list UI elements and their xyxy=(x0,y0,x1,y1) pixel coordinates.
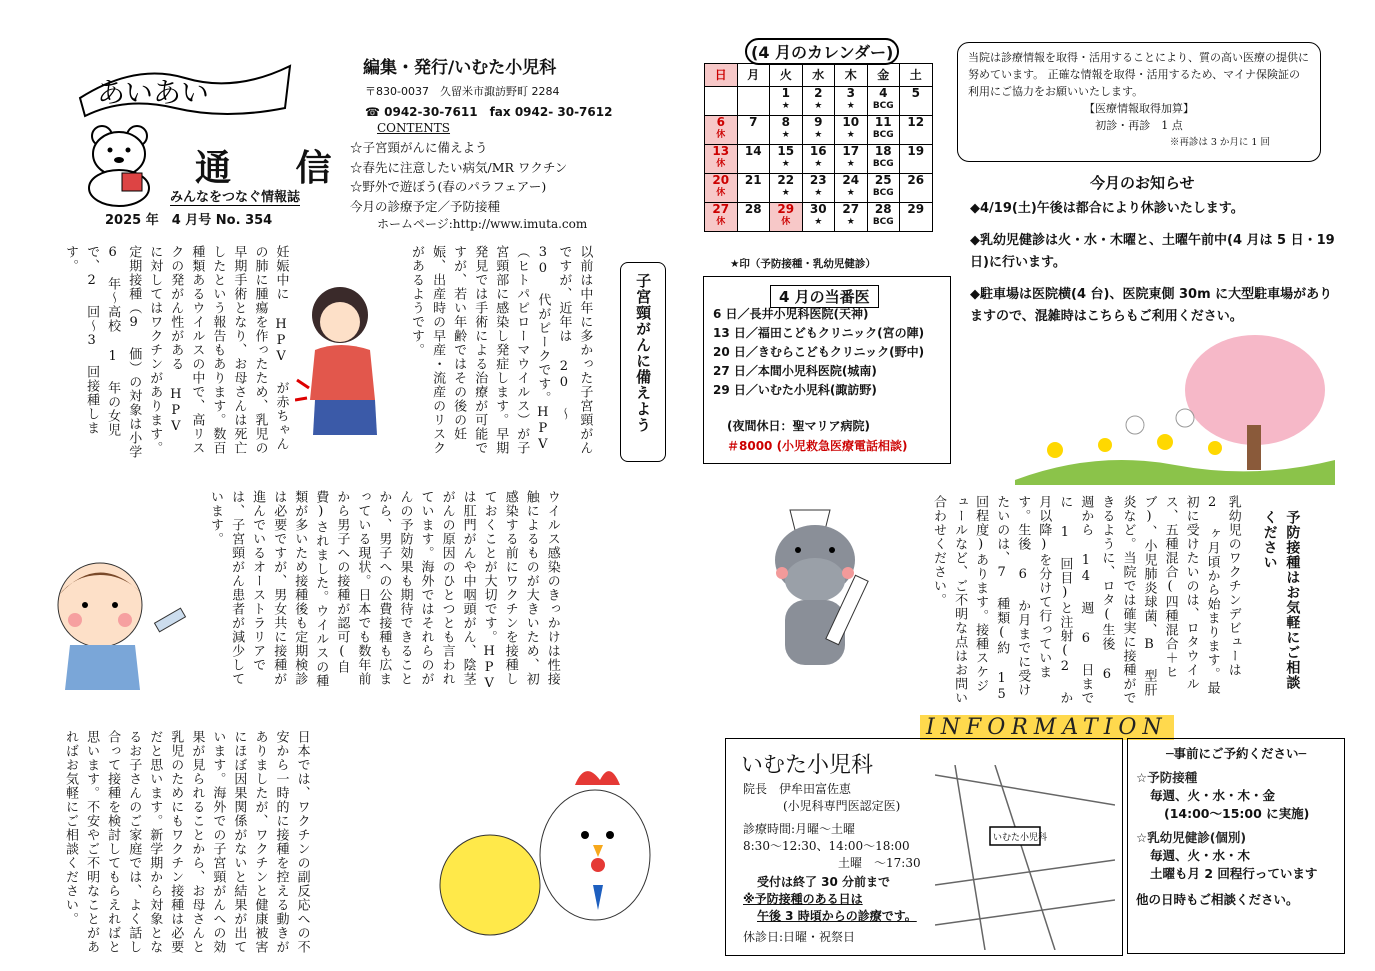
fee-title: 【医療情報取得加算】 xyxy=(1084,102,1194,115)
calendar-day-number: 4 BCG xyxy=(872,86,894,111)
calendar-day-number: 15 ★ xyxy=(777,144,795,169)
calendar-day-number: 9 ★ xyxy=(814,115,823,140)
notice-item: ◆駐車場は医院横(4 台)、医院東側 30m に大型駐車場がありますので、混雑時はこちらもご利用ください。 xyxy=(970,287,1333,324)
calendar-day-cell xyxy=(900,87,933,116)
calendar-day-cell xyxy=(705,116,738,145)
calendar-day-number: 29 xyxy=(907,202,925,216)
weekday-mon: 月 xyxy=(737,64,770,87)
calendar-day-cell xyxy=(770,174,803,203)
calendar-day-cell xyxy=(835,87,868,116)
calendar-day-cell xyxy=(867,87,900,116)
calendar-day-number: 29 休 xyxy=(777,202,795,227)
hours-note-1: 受付は終了 30 分前まで xyxy=(757,875,891,889)
closed-days: 休診日:日曜・祝祭日 xyxy=(743,930,856,944)
hours-note-2: ※予防接種のある日は xyxy=(743,892,863,906)
calendar-day-number: 1 ★ xyxy=(781,86,790,111)
calendar-day-cell xyxy=(705,145,738,174)
calendar-day-number: 28 xyxy=(744,202,762,216)
logo-banner xyxy=(75,58,295,118)
calendar-day-number: 18 BCG xyxy=(872,144,894,169)
issue-number: 2025 年 4 月号 No. 354 xyxy=(105,213,273,228)
my-number-info-box xyxy=(957,42,1321,162)
calendar-day-cell xyxy=(900,145,933,174)
calendar-day-cell xyxy=(867,174,900,203)
appointment-checkup: ☆乳幼児健診(個別) xyxy=(1136,830,1247,845)
weekday-fri: 金 xyxy=(867,64,900,87)
calendar-note: ★印（予防接種・乳幼児健診） xyxy=(730,258,876,270)
hours-weekday: 8:30～12:30、14:00～18:00 xyxy=(743,839,910,853)
calendar-day-number: 11 BCG xyxy=(872,115,894,140)
calendar-day-number: 13 休 xyxy=(712,144,730,169)
notices-list xyxy=(970,198,1345,338)
phone-fax: ☎ 0942-30-7611 fax 0942- 30-7612 xyxy=(365,105,613,119)
newsletter-title: 通 信 xyxy=(195,147,358,189)
contents-item: ☆春先に注意したい病気/MR ワクチン xyxy=(350,159,568,175)
contents-item: 今月の診療予定／予防接種 xyxy=(350,198,501,214)
calendar-week-row xyxy=(705,145,933,174)
appointment-checkup-sat: 土曜も月 2 回程行っています xyxy=(1150,866,1318,881)
calendar-day-cell xyxy=(802,174,835,203)
calendar-week-row xyxy=(705,203,933,232)
calendar-day-number: 21 xyxy=(744,173,762,187)
duty-item: 6 日／長井小児科医院(天神) xyxy=(713,307,869,321)
weekday-sat: 土 xyxy=(900,64,933,87)
fee: 初診・再診 1 点 xyxy=(1095,119,1183,132)
clinic-name: いむた小児科 xyxy=(741,753,874,778)
calendar-week-row xyxy=(705,87,933,116)
duty-list xyxy=(713,305,924,400)
calendar-day-number: 14 xyxy=(744,144,762,158)
calendar-day-number: 27 ★ xyxy=(842,202,860,227)
director-credential: (小児科専門医認定医) xyxy=(783,799,901,813)
calendar-day-number: 2 ★ xyxy=(814,86,823,111)
vaccine-paragraph: 乳幼児のワクチンデビューは 2 ヶ月頃から始まります。最初に受けたいのは、ロタウイルス、五種混合(四種混合＋ヒブ)、小児肺炎球菌、B 型肝炎など。当院では確実に接種ができるように、ロタ(生後 6 週から 14 週 6 日までに 1 回目)と注射(2 か月以降)を分けて行っています。生後 6 か月までに受けたいのは、7 種類(約 15 回程度)あります。接種スケジュールなど、ご不明な点はお問い合わせください。 xyxy=(931,495,1241,705)
calendar-day-cell xyxy=(770,116,803,145)
emergency-phone: ＃8000 (小児救急医療電話相談) xyxy=(727,439,908,453)
calendar-day-cell xyxy=(900,203,933,232)
calendar-day-number: 27 休 xyxy=(712,202,730,227)
calendar-day-number: 8 ★ xyxy=(781,115,790,140)
notice-item: ◆4/19(土)午後は都合により休診いたします。 xyxy=(970,201,1244,216)
calendar-day-cell xyxy=(802,87,835,116)
duty-item: 13 日／福田こどもクリニック(宮の陣) xyxy=(713,326,925,340)
appointment-box xyxy=(1127,738,1345,954)
calendar-day-number: 5 xyxy=(911,86,920,100)
duty-item: 20 日／きむらこどもクリニック(野中) xyxy=(713,345,925,359)
calendar-day-cell xyxy=(737,174,770,203)
appointment-title: ─事前にご予約ください─ xyxy=(1165,746,1307,761)
notices-title: 今月のお知らせ xyxy=(1090,174,1195,192)
calendar-day-number: 7 xyxy=(749,115,758,129)
weekday-wed: 水 xyxy=(802,64,835,87)
article-title-text: 子宮頸がんに備えよう xyxy=(634,273,653,433)
calendar-day-cell xyxy=(835,203,868,232)
calendar-day-cell xyxy=(802,116,835,145)
calendar-body xyxy=(705,87,933,232)
article-paragraph: 以前は中年に多かった子宮頸がんですが、近年は 20 ～ 30 代がピークです。HPV（ヒトパピローマウイルス）が子宮頸部に感染し発症します。早期発見では手術による治療が可能ですが、若い年齢ではその後の妊娠、出産時の早産・流産のリスクがあるようです。 xyxy=(409,245,593,455)
calendar-day-number: 25 BCG xyxy=(872,173,894,198)
article-paragraph: ウイルス感染のきっかけは性接触によるものが大きいため、初感染する前にワクチンを接種しておくことが大切です。HPV は肛門がんや中咽頭がん、陰茎がんの原因のひとつとも言われています。海外ではそれらのがんの予防効果も期待できることから、男子への公費接種も広まっている現状。日本でも数年前から男子への接種が認可(自費)されました。ウイルスの種類が多いため接種後も定期検診は必要ですが、男女共に接種が進んでいるオーストラリアでは、子宮頸がん患者が減少しています。 xyxy=(208,490,560,692)
calendar-day-cell xyxy=(802,203,835,232)
calendar-day-cell xyxy=(900,174,933,203)
calendar-day-number: 12 xyxy=(907,115,925,129)
calendar-day-number: 30 ★ xyxy=(809,202,827,227)
calendar-day-cell xyxy=(770,203,803,232)
calendar-day-cell xyxy=(867,116,900,145)
calendar-day-number: 22 ★ xyxy=(777,173,795,198)
appointment-checkup-days: 毎週、火・水・木 xyxy=(1150,848,1251,863)
calendar-day-number: 24 ★ xyxy=(842,173,860,198)
night-holiday: (夜間休日：聖マリア病院) xyxy=(727,419,870,433)
calendar-day-number: 19 xyxy=(907,144,925,158)
calendar-day-number: 3 ★ xyxy=(846,86,855,111)
calendar-title: (4 月のカレンダー) xyxy=(745,38,899,65)
calendar-day-cell xyxy=(705,203,738,232)
calendar-day-cell xyxy=(835,174,868,203)
april-calendar xyxy=(704,63,933,232)
map-clinic-label: いむた小児科 xyxy=(993,833,1048,843)
duty-title: 4 月の当番医 xyxy=(770,285,879,308)
calendar-day-cell xyxy=(900,116,933,145)
pregnant-woman-illustration xyxy=(295,280,395,445)
child-vaccine-illustration xyxy=(45,545,195,695)
calendar-day-number: 10 ★ xyxy=(842,115,860,140)
calendar-day-number: 17 ★ xyxy=(842,144,860,169)
logo-text: あいあい xyxy=(97,76,210,109)
calendar-day-number: 28 BCG xyxy=(872,202,894,227)
calendar-day-cell xyxy=(705,87,738,116)
calendar-day-cell xyxy=(867,145,900,174)
cherry-tree-illustration xyxy=(1015,330,1335,485)
clinic-hours xyxy=(743,821,921,872)
calendar-day-cell xyxy=(737,203,770,232)
contents-item: ☆野外で遊ぼう(春のパラフェアー) xyxy=(350,179,547,194)
hours-saturday: 土曜 ～17:30 xyxy=(838,856,921,870)
calendar-day-cell xyxy=(705,174,738,203)
calendar-day-number: 20 休 xyxy=(712,173,730,198)
calendar-day-number: 26 xyxy=(907,173,925,187)
duty-item: 29 日／いむた小児科(諏訪野) xyxy=(713,383,877,397)
appointment-footer: 他の日時もご相談ください。 xyxy=(1136,892,1299,907)
clinic-director xyxy=(743,781,900,815)
calendar-week-row xyxy=(705,116,933,145)
notice-item: ◆乳幼児健診は火・水・木曜と、土曜午前中(4 月は 5 日・19 日)に行います。 xyxy=(970,233,1335,270)
appointment-vaccine: ☆予防接種 xyxy=(1136,770,1198,785)
article-paragraph: 妊娠中に HPV が赤ちゃんの肺に腫瘍を作ったため、乳児の早期手術となり、お母さんは死亡したという報告もあります。数百種類あるウイルスの中で、高リスクの発がん性がある HPV に対してはワクチンがあります。定期接種（9 価）の対象は小学 6 年～高校 1 年の女児で、2 回～3 回接種します。 xyxy=(63,245,289,459)
calendar-day-number: 6 休 xyxy=(716,115,726,140)
article-title-cervical-cancer xyxy=(620,262,666,462)
calendar-day-cell xyxy=(802,145,835,174)
calendar-day-cell xyxy=(867,203,900,232)
info-text: 当院は診療情報を取得・活用することにより、質の高い医療の提供に努めています。 正確な情報を取得・活用するため、マイナ保険証の利用にご協力をお願いいたします。 xyxy=(968,51,1309,98)
weekday-sun: 日 xyxy=(705,64,738,87)
calendar-day-cell xyxy=(737,116,770,145)
appointment-vaccine-time: (14:00～15:00 に実施) xyxy=(1164,806,1310,821)
appointment-vaccine-days: 毎週、火・水・木・金 xyxy=(1150,788,1276,803)
calendar-week-row xyxy=(705,174,933,203)
calendar-day-cell xyxy=(770,145,803,174)
calendar-day-number: 23 ★ xyxy=(809,173,827,198)
contents-list xyxy=(350,138,567,216)
calendar-day-cell xyxy=(737,87,770,116)
publisher: 編集・発行/いむた小児科 xyxy=(363,58,557,78)
vaccine-title: 予防接種はお気軽にご相談ください xyxy=(1261,510,1301,690)
duty-item: 27 日／本間小児科医院(城南) xyxy=(713,364,877,378)
calendar-day-cell xyxy=(835,145,868,174)
weekday-tue: 火 xyxy=(770,64,803,87)
calendar-day-number: 16 ★ xyxy=(809,144,827,169)
information-heading: INFORMATION xyxy=(920,715,1174,740)
calendar-day-cell xyxy=(737,145,770,174)
fee-note: ※再診は 3 か月に 1 回 xyxy=(1169,137,1270,148)
hippo-nurse-illustration xyxy=(760,495,890,680)
contents-item: ☆子宮頸がんに備えよう xyxy=(350,140,488,155)
chick-rooster-illustration xyxy=(435,745,665,955)
calendar-header-row xyxy=(705,64,933,87)
calendar-day-cell xyxy=(835,116,868,145)
hours-note-3: 午後 3 時頃からの診療です。 xyxy=(757,909,917,923)
hours-note xyxy=(743,874,917,925)
article-paragraph: 日本では、ワクチンの副反応への不安から一時的に接種を控える動きがありましたが、ワクチンと健康被害にほぼ因果関係がないと結果が出ています。海外での子宮頸がんへの効果が見られることから、お母さんと乳児のためにもワクチン接種は必要だと思います。新学期から対象となるお子さんのご家庭では、よく話し合って接種を検討してもらえればと思います。不安やご不明なことがあればお気軽にご相談ください。 xyxy=(63,730,310,954)
contents-title: CONTENTS xyxy=(377,121,451,135)
clinic-map xyxy=(935,765,1115,950)
calendar-day-cell xyxy=(770,87,803,116)
address: 〒830-0037 久留米市諏訪野町 2284 xyxy=(365,85,560,98)
director-name: 院長 伊牟田富佐恵 xyxy=(743,782,852,796)
weekday-thu: 木 xyxy=(835,64,868,87)
homepage-link[interactable]: ホームページ:http://www.imuta.com xyxy=(377,217,588,231)
tagline: みんなをつなぐ情報誌 xyxy=(170,186,300,206)
hours-label: 診療時間:月曜～土曜 xyxy=(743,822,856,836)
bear-illustration xyxy=(72,118,167,208)
